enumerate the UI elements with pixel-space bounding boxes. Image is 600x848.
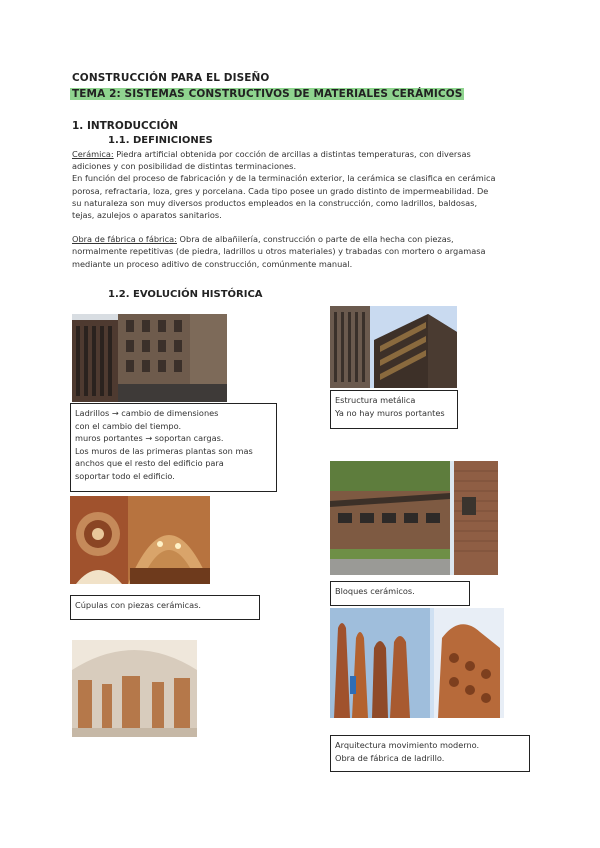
para-line-3: su naturaleza son muy diversos productos empleados en la construcción, como ladrillos, baldosas,	[72, 197, 478, 208]
caption-cupulas: Cúpulas con piezas cerámicas.	[70, 595, 260, 620]
caption-moderno-line: Arquitectura movimiento moderno.	[335, 740, 480, 750]
photo-ceramic-block-house	[330, 461, 498, 575]
subsection-definiciones: 1.1. DEFINICIONES	[108, 135, 213, 146]
caption-estructura	[330, 390, 458, 429]
caption-ladrillos-line: anchos que el resto del edificio para	[75, 458, 224, 468]
photo-brick-buildings	[72, 314, 227, 402]
caption-bloques: Bloques cerámicos.	[330, 581, 470, 606]
obra-line-3: mediante un proceso aditivo de construcción, comúnmente manual.	[72, 258, 353, 269]
document-title: CONSTRUCCIÓN PARA EL DISEÑO	[72, 72, 270, 84]
photo-steel-structure	[330, 306, 457, 388]
photo-domes	[70, 496, 210, 584]
caption-ladrillos-line: con el cambio del tiempo.	[75, 420, 182, 431]
photo-brick-towers	[330, 608, 504, 718]
caption-estructura-line: Estructura metálica	[335, 395, 416, 405]
photo-brick-vault-interior	[72, 640, 197, 737]
caption-ladrillos-line: soportar todo el edificio.	[75, 470, 175, 481]
topic-highlight: TEMA 2: SISTEMAS CONSTRUCTIVOS DE MATERIALES CERÁMICOS	[72, 88, 463, 100]
ceramica-line-1	[72, 148, 542, 160]
ceramica-term: Cerámica:	[72, 149, 114, 159]
caption-moderno	[330, 735, 530, 772]
caption-ladrillos-line: Ladrillos → cambio de dimensiones	[75, 408, 219, 418]
ceramica-line-2: adiciones y con posibilidad de distintas terminaciones.	[72, 161, 297, 172]
caption-ladrillos-line: muros portantes → soportan cargas.	[75, 433, 224, 443]
section-introduccion: 1. INTRODUCCIÓN	[72, 120, 179, 132]
subsection-evolucion: 1.2. EVOLUCIÓN HISTÓRICA	[108, 289, 263, 300]
caption-moderno-line: Obra de fábrica de ladrillo.	[335, 752, 445, 763]
obra-line-1	[72, 233, 542, 245]
caption-ladrillos-line: Los muros de las primeras plantas son mas	[75, 445, 253, 456]
topic-title	[70, 88, 464, 100]
caption-ladrillos	[70, 403, 277, 492]
obra-def-1: Obra de albañilería, construcción o parte de ella hecha con piezas,	[176, 234, 454, 245]
para-line-4: tejas, azulejos o aparatos sanitarios.	[72, 210, 222, 221]
caption-estructura-line: Ya no hay muros portantes	[335, 407, 445, 418]
obra-line-2: normalmente repetitivas (de piedra, ladrillos u otros materiales) y trabadas con mortero o argamasa	[72, 246, 486, 257]
para-line-2: porosa, refractaria, loza, gres y porcelana. Cada tipo posee un grado distinto de impermeabilidad. De	[72, 185, 489, 196]
para-line-1: En función del proceso de fabricación y de la terminación exterior, la cerámica se clasifica en cerámica	[72, 173, 496, 184]
definitions-block	[72, 148, 542, 270]
obra-term: Obra de fábrica o fábrica:	[72, 234, 177, 245]
ceramica-def-1: Piedra artificial obtenida por cocción de arcillas a distintas temperaturas, con diversas	[113, 149, 471, 159]
